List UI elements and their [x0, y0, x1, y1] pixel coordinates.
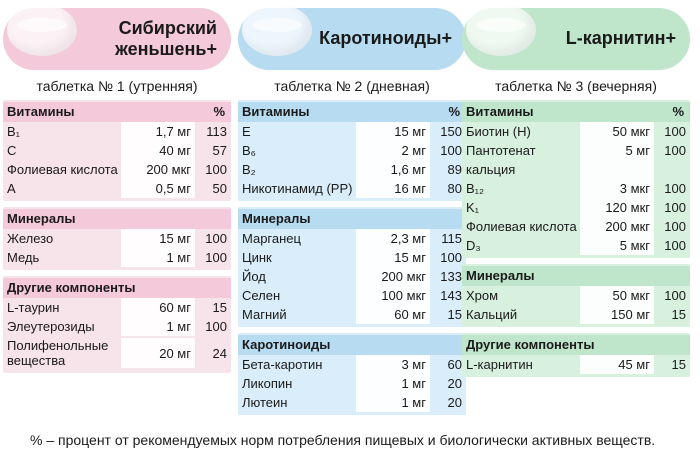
nutrient-name: Кальций	[466, 307, 518, 322]
nutrient-row	[238, 248, 466, 267]
nutrient-percent: 89	[447, 162, 462, 177]
nutrient-amount: 1 мг	[356, 374, 430, 393]
section-block	[462, 100, 690, 258]
section-block	[238, 207, 466, 327]
nutrient-row	[3, 298, 231, 317]
nutrient-name: Элеутерозиды	[7, 319, 95, 334]
nutrient-name: Фолиевая кислота	[7, 162, 118, 177]
nutrient-amount: 200 мкг	[580, 217, 654, 236]
nutrient-row	[238, 355, 466, 374]
nutrient-amount: 16 мг	[356, 179, 430, 198]
section-title: Минералы	[7, 211, 76, 226]
section-title: Другие компоненты	[7, 280, 136, 295]
nutrient-row	[462, 179, 690, 198]
section-block	[462, 264, 690, 327]
nutrient-percent: 100	[664, 200, 686, 215]
nutrient-percent: 15	[671, 307, 686, 322]
nutrient-name: Полифенольные вещества	[7, 338, 109, 368]
nutrient-row	[238, 160, 466, 179]
section-title: Витамины	[466, 104, 534, 119]
nutrient-row	[3, 122, 231, 141]
nutrient-amount: 5 мкг	[580, 236, 654, 255]
section-header	[3, 278, 231, 298]
section-block	[462, 333, 690, 377]
nutrient-name: Пантотенат кальция	[466, 143, 536, 177]
nutrient-amount: 2 мг	[356, 141, 430, 160]
tablet-column-3	[462, 0, 690, 383]
nutrient-percent: 100	[440, 250, 462, 265]
nutrient-row	[3, 160, 231, 179]
nutrient-amount: 1 мг	[121, 248, 195, 267]
nutrient-row	[462, 141, 690, 179]
tablet-column-1	[3, 0, 231, 379]
nutrient-row	[238, 267, 466, 286]
percent-header: %	[448, 104, 460, 119]
section-block	[238, 100, 466, 201]
product-header-l-carnitine	[462, 8, 690, 70]
nutrient-amount: 200 мкг	[356, 267, 430, 286]
nutrient-amount: 15 мг	[121, 229, 195, 248]
nutrient-row	[3, 248, 231, 267]
nutrient-percent: 115	[441, 231, 462, 246]
tablet-pill-icon	[7, 4, 77, 56]
nutrient-percent: 133	[440, 269, 462, 284]
nutrient-row	[462, 198, 690, 217]
nutrient-name: Ликопин	[242, 376, 293, 391]
product-header-siberian-ginseng	[3, 8, 231, 70]
nutrient-percent: 24	[212, 345, 227, 361]
nutrient-amount: 200 мкг	[121, 160, 195, 179]
section-header	[238, 209, 466, 229]
nutrient-name: Железо	[7, 231, 54, 246]
nutrient-amount: 50 мкг	[580, 122, 654, 141]
section-title: Минералы	[242, 211, 311, 226]
nutrient-name: Лютеин	[242, 395, 288, 410]
nutrient-row	[238, 122, 466, 141]
nutrient-name: L-карнитин	[466, 357, 533, 372]
nutrient-row	[462, 236, 690, 255]
nutrient-amount: 50 мкг	[580, 286, 654, 305]
nutrient-row	[3, 336, 231, 370]
section-header	[462, 335, 690, 355]
nutrient-amount: 1,7 мг	[121, 122, 195, 141]
nutrient-row	[238, 393, 466, 412]
section-block	[3, 276, 231, 373]
nutrient-name: B₁	[7, 124, 21, 139]
nutrient-amount: 60 мг	[121, 298, 195, 317]
product-title: Каротиноиды+	[319, 28, 452, 48]
nutrient-row	[238, 229, 466, 248]
nutrient-row	[238, 179, 466, 198]
section-block	[3, 100, 231, 201]
section-block	[3, 207, 231, 270]
nutrient-name: K₁	[466, 200, 480, 215]
nutrient-amount: 20 мг	[121, 338, 195, 368]
nutrient-percent: 100	[205, 319, 227, 334]
nutrient-name: Марганец	[242, 231, 301, 246]
nutrient-percent: 100	[205, 231, 227, 246]
nutrient-name: Бета-каротин	[242, 357, 323, 372]
nutrient-row	[3, 179, 231, 198]
product-title: Сибирский женьшень+	[115, 18, 217, 59]
nutrient-amount: 1 мг	[356, 393, 430, 412]
section-header	[238, 102, 466, 122]
nutrient-name: A	[7, 181, 16, 196]
nutrient-row	[462, 355, 690, 374]
nutrient-row	[238, 286, 466, 305]
product-title: L-карнитин+	[565, 28, 676, 48]
nutrient-percent: 60	[447, 357, 462, 372]
nutrient-amount: 120 мкг	[580, 198, 654, 217]
section-title: Минералы	[466, 268, 535, 283]
nutrient-row	[3, 141, 231, 160]
nutrient-percent: 80	[447, 181, 462, 196]
nutrient-name: C	[7, 143, 17, 158]
nutrient-percent: 150	[440, 124, 462, 139]
nutrient-row	[238, 305, 466, 324]
nutrient-name: E	[242, 124, 251, 139]
nutrient-name: L-таурин	[7, 300, 60, 315]
nutrient-percent: 100	[664, 219, 686, 234]
nutrient-amount: 3 мкг	[580, 179, 654, 198]
tablet-label: таблетка № 2 (дневная)	[274, 78, 430, 94]
tablet-column-2	[238, 0, 466, 421]
section-header	[462, 266, 690, 286]
nutrient-row	[462, 286, 690, 305]
nutrient-amount: 1 мг	[121, 317, 195, 336]
section-header	[462, 102, 690, 122]
nutrient-amount: 3 мг	[356, 355, 430, 374]
nutrient-name: Медь	[7, 250, 40, 265]
section-header	[3, 102, 231, 122]
nutrient-row	[462, 217, 690, 236]
nutrient-percent: 15	[671, 357, 686, 372]
nutrient-percent: 20	[447, 376, 462, 391]
nutrient-amount: 60 мг	[356, 305, 430, 324]
nutrient-name: B₆	[242, 143, 256, 158]
tablet-label: таблетка № 1 (утренняя)	[36, 78, 198, 94]
nutrient-row	[462, 305, 690, 324]
nutrient-amount: 45 мг	[580, 355, 654, 374]
nutrient-amount: 100 мкг	[356, 286, 430, 305]
nutrient-amount: 15 мг	[356, 122, 430, 141]
nutrient-percent: 100	[440, 143, 462, 158]
nutrient-row	[3, 317, 231, 336]
section-header	[238, 335, 466, 355]
nutrient-percent: 57	[212, 143, 227, 158]
nutrient-percent: 100	[664, 238, 686, 253]
nutrient-percent: 100	[205, 162, 227, 177]
nutrient-row	[462, 122, 690, 141]
nutrient-percent: 100	[664, 288, 686, 303]
tablet-pill-icon	[242, 4, 312, 56]
nutrient-percent: 20	[447, 395, 462, 410]
nutrient-percent: 100	[664, 143, 686, 158]
section-title: Другие компоненты	[466, 337, 595, 352]
nutrient-percent: 143	[440, 288, 462, 303]
nutrient-name: B₂	[242, 162, 256, 177]
footnote: % – процент от рекомендуемых норм потребления пищевых и биологически активных веществ.	[30, 432, 656, 448]
nutrient-amount: 150 мг	[580, 305, 654, 324]
section-block	[238, 333, 466, 415]
nutrient-percent: 100	[664, 124, 686, 139]
nutrient-amount: 40 мг	[121, 141, 195, 160]
nutrient-name: Биотин (H)	[466, 124, 531, 139]
nutrient-percent: 100	[664, 181, 686, 196]
nutrient-percent: 15	[447, 307, 462, 322]
nutrient-name: D₃	[466, 238, 481, 253]
nutrient-row	[238, 374, 466, 393]
nutrient-amount: 0,5 мг	[121, 179, 195, 198]
nutrient-amount: 2,3 мг	[356, 229, 430, 248]
nutrient-name: Никотинамид (PP)	[242, 181, 353, 196]
percent-header: %	[213, 104, 225, 119]
nutrient-name: Хром	[466, 288, 499, 303]
percent-header: %	[672, 104, 684, 119]
tablet-pill-icon	[466, 4, 536, 56]
nutrient-amount: 15 мг	[356, 248, 430, 267]
nutrient-name: Цинк	[242, 250, 272, 265]
product-header-carotenoids	[238, 8, 466, 70]
nutrient-amount: 5 мг	[580, 141, 654, 179]
nutrient-amount: 1,6 мг	[356, 160, 430, 179]
nutrient-name: Йод	[242, 269, 266, 284]
section-title: Витамины	[7, 104, 75, 119]
nutrient-percent: 15	[212, 300, 227, 315]
nutrient-percent: 100	[205, 250, 227, 265]
tablet-label: таблетка № 3 (вечерняя)	[495, 78, 657, 94]
nutrient-percent: 113	[206, 124, 227, 139]
nutrient-row	[3, 229, 231, 248]
nutrient-name: B₁₂	[466, 181, 485, 196]
nutrient-name: Магний	[242, 307, 287, 322]
nutrient-row	[238, 141, 466, 160]
nutrient-percent: 50	[212, 181, 227, 196]
nutrient-name: Селен	[242, 288, 281, 303]
section-title: Витамины	[242, 104, 310, 119]
section-header	[3, 209, 231, 229]
section-title: Каротиноиды	[242, 337, 331, 352]
nutrient-name: Фолиевая кислота	[466, 219, 577, 234]
